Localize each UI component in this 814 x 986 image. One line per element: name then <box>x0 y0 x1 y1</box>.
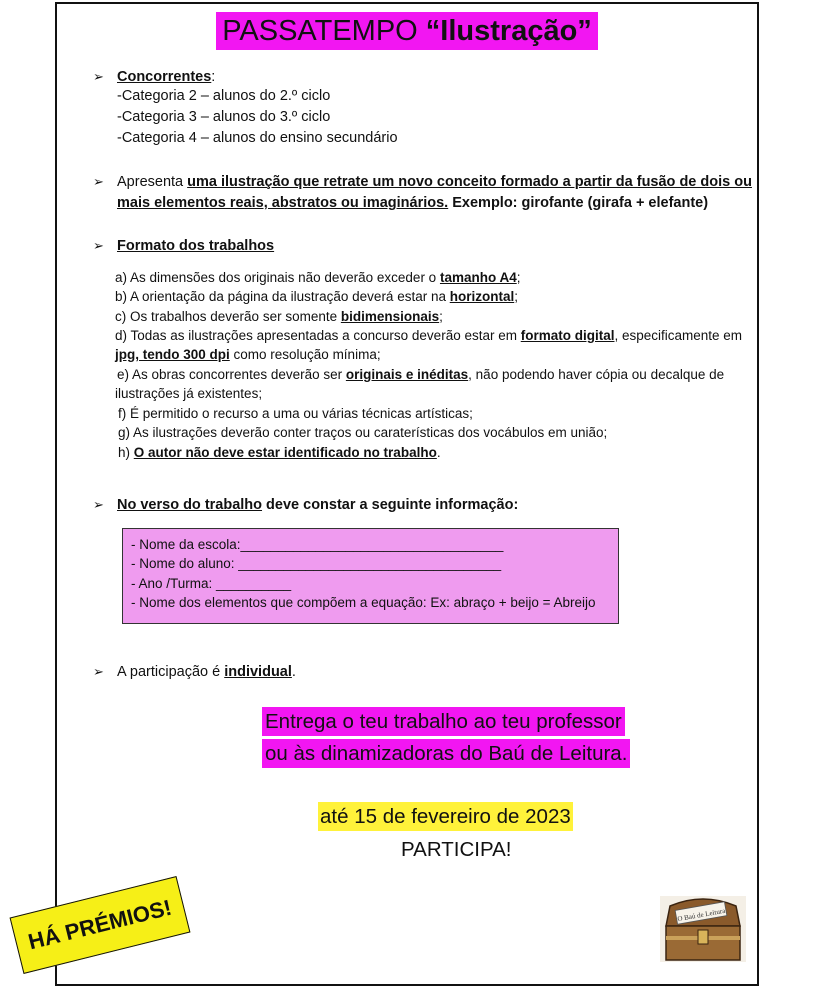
rule-f: f) É permitido o recurso a uma ou várias técnicas artísticas; <box>118 406 473 421</box>
rule-c: c) Os trabalhos deverão ser somente bidimensionais; <box>115 309 443 324</box>
rule-d-line-1: d) Todas as ilustrações apresentadas a concurso deverão estar em formato digital, especificamente em <box>115 328 743 343</box>
rule-g: g) As ilustrações deverão conter traços ou caraterísticas dos vocábulos em união; <box>118 425 608 440</box>
flyer-page: PASSATEMPO “Ilustração” ➢ Concorrentes: -Categoria 2 – alunos do 2.º ciclo -Categoria 3 – alunos do 3.º ciclo -Categoria 4 – alunos do ensino secundário ➢ Apresenta uma ilustração que retrate um novo conceito formado a partir da fusão de dois ou mais elementos reais, abstratos ou imaginários. Exemplo: girofante (girafa + elefante) ➢ Formato dos trabalhos a) As dimensões dos originais não deverão exceder o tamanho A4; b) A orientação da página da ilustração deverá estar na horizontal; c) Os trabalhos deverão ser somente bidimensionais; d) Todas as ilustrações apresentadas a concurso deverão estar em formato digital, especificamente em jpg, tendo 300 dpi como resolução mínima; e) As obras concorrentes deverão ser originais e inéditas, não podendo haver cópia ou decalque de ilustrações já existentes; f) É permitido o recurso a uma ou várias técnicas artísticas; g) As ilustrações deverão conter traços ou caraterísticas dos vocábulos em união; h) O autor não deve estar identificado no trabalho. ➢ No verso do trabalho deve constar a seguinte informação: - Nome da escola:___________________________________ - Nome do aluno: ___________________________________ - Ano /Turma: __________ - Nome dos elementos que compõem a equação: Ex: abraço + beijo = Abreijo ➢ A participação é individual. Entrega o teu trabalho ao teu professor ou às dinamizadoras do Baú de Leitura. até 15 de fevereiro de 2023 PARTICIPA! O Baú de Leitura <box>55 2 759 986</box>
categoria-3: -Categoria 3 – alunos do 3.º ciclo <box>117 109 331 125</box>
info-box <box>122 528 619 624</box>
formato-heading: Formato dos trabalhos <box>117 238 275 254</box>
arrow-bullet-icon: ➢ <box>93 174 104 189</box>
title-wrap <box>57 12 757 50</box>
categoria-4: -Categoria 4 – alunos do ensino secundário <box>117 130 398 146</box>
field-year-class: - Ano /Turma: __________ <box>131 576 292 591</box>
arrow-bullet-icon: ➢ <box>93 238 104 253</box>
colon: : <box>211 69 216 85</box>
field-elements: - Nome dos elementos que compõem a equação: Ex: abraço + beijo = Abreijo <box>131 595 596 610</box>
prizes-badge: HÁ PRÉMIOS! <box>10 876 191 974</box>
page-title <box>216 12 598 50</box>
participa-call: PARTICIPA! <box>401 838 512 861</box>
categoria-2: -Categoria 2 – alunos do 2.º ciclo <box>117 88 331 104</box>
concorrentes-heading: Concorrentes <box>117 69 212 85</box>
entrega-line-2: ou às dinamizadoras do Baú de Leitura. <box>262 739 630 768</box>
rule-e-line-1: e) As obras concorrentes deverão ser originais e inéditas, não podendo haver cópia ou decalque de <box>117 367 725 382</box>
rule-h: h) O autor não deve estar identificado no trabalho. <box>118 445 441 460</box>
rule-d-line-2: jpg, tendo 300 dpi como resolução mínima; <box>115 347 381 362</box>
verso-underlined: No verso do trabalho <box>117 497 263 513</box>
verso-rest: deve constar a seguinte informação: <box>262 497 519 513</box>
arrow-bullet-icon: ➢ <box>93 69 104 84</box>
rule-e-line-2: ilustrações já existentes; <box>115 386 263 401</box>
participacao-individual: individual <box>224 664 292 680</box>
title-bold: “Ilustração” <box>425 15 592 47</box>
title-prefix: PASSATEMPO <box>222 15 426 47</box>
field-school: - Nome da escola:___________________________________ <box>131 537 504 552</box>
field-student: - Nome do aluno: ___________________________________ <box>131 556 502 571</box>
apresenta-underlined-2: mais elementos reais, abstratos ou imaginários. <box>117 195 449 211</box>
apresenta-underlined-1: uma ilustração que retrate um novo conceito formado a partir da fusão de dois ou <box>187 174 752 190</box>
arrow-bullet-icon: ➢ <box>93 497 104 512</box>
entrega-line-1: Entrega o teu trabalho ao teu professor <box>262 707 625 736</box>
deadline: até 15 de fevereiro de 2023 <box>318 802 573 831</box>
apresenta-example: Exemplo: girofante (girafa + elefante) <box>448 195 709 211</box>
rule-a: a) As dimensões dos originais não deverão exceder o tamanho A4; <box>115 270 521 285</box>
logo-text: O Baú de Leitura <box>676 906 726 924</box>
arrow-bullet-icon: ➢ <box>93 664 104 679</box>
bau-de-leitura-logo <box>660 896 746 962</box>
rule-b: b) A orientação da página da ilustração deverá estar na horizontal; <box>115 289 518 304</box>
apresenta-line-1: Apresenta uma ilustração que retrate um novo conceito formado a partir da fusão de dois ou <box>117 174 752 190</box>
apresenta-line-2 <box>117 193 708 213</box>
treasure-chest-icon <box>660 896 746 962</box>
